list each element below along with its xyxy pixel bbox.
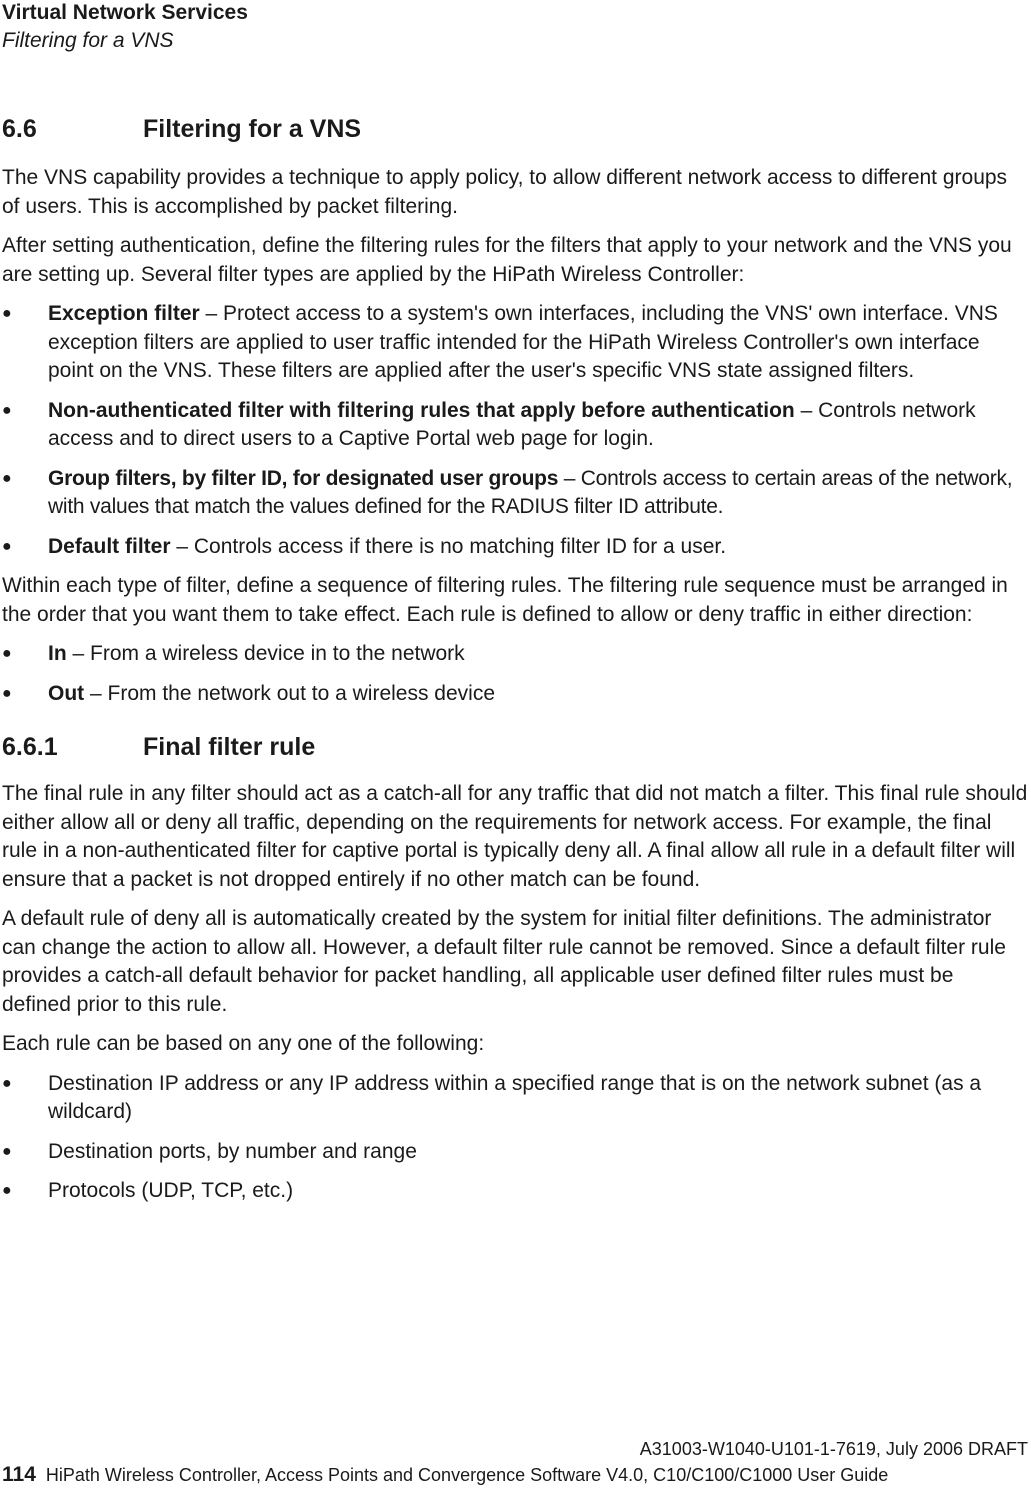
- bullet-icon: ●: [2, 1074, 12, 1092]
- list-text: – Controls network access and to direct users to a Captive Portal web page for login.: [48, 398, 976, 450]
- list-text: Destination IP address or any IP address within a specified range that is on the network subnet (as a wildcard): [48, 1071, 982, 1123]
- subsection-number: 6.6.1: [2, 733, 58, 761]
- list-term: In: [48, 642, 67, 665]
- guide-title: HiPath Wireless Controller, Access Points and Convergence Software V4.0, C10/C100/C1000 User Guide: [45, 1465, 889, 1485]
- bullet-icon: ●: [2, 469, 12, 487]
- section-heading: [2, 112, 1028, 146]
- list-item: [2, 465, 1028, 522]
- list-text: – From the network out to a wireless device: [84, 681, 495, 705]
- list-text: – Protect access to a system's own interfaces, including the VNS' own interface. VNS exception filters are applied to user traffic intended for the HiPath Wireless Controller's own interface point on the VNS. These filters are applied after the user's specific VNS state assigned filters.: [48, 302, 998, 382]
- list-term: Group filters, by filter ID, for designated user groups: [48, 466, 559, 490]
- list-text: – Controls access to certain areas of the network, with values that match the values defined for the RADIUS filter ID attribute.: [48, 466, 1013, 518]
- document-id: A31003-W1040-U101-1-7619, July 2006 DRAFT: [639, 1439, 1028, 1459]
- bullet-icon: ●: [2, 1182, 12, 1199]
- running-head: [2, 0, 248, 56]
- list-text: Protocols (UDP, TCP, etc.): [48, 1179, 294, 1202]
- page-number: 114: [2, 1463, 36, 1486]
- section-number: 6.6: [2, 115, 37, 143]
- running-head-subtitle: Filtering for a VNS: [2, 29, 174, 52]
- list-text: Destination ports, by number and range: [48, 1139, 417, 1163]
- list-term: Default filter: [48, 534, 171, 558]
- paragraph: The final rule in any filter should act as a catch-all for any traffic that did not match a filter. This final rule should either allow all or deny all traffic, depending on the requirements for network access. For example, the final rule in a non-authenticated filter for captive portal is typically deny all. A final allow all rule in a default filter will ensure that a packet is not dropped entirely if no other match can be found.: [2, 782, 1028, 891]
- page-body: [2, 112, 1028, 1217]
- list-term: Out: [48, 681, 85, 705]
- list-item: [2, 300, 1028, 386]
- paragraph: Within each type of filter, define a sequence of filtering rules. The filtering rule sequence must be arranged in the order that you want them to take effect. Each rule is defined to allow or deny traffic in either direction:: [2, 574, 1008, 626]
- subsection-title: Final filter rule: [143, 733, 316, 761]
- running-head-title: Virtual Network Services: [2, 1, 248, 24]
- list-term: Exception filter: [48, 302, 200, 325]
- paragraph: The VNS capability provides a technique to apply policy, to allow different network access to different groups of users. This is accomplished by packet filtering.: [2, 166, 1008, 218]
- bullet-icon: ●: [2, 305, 12, 322]
- list-text: – Controls access if there is no matching filter ID for a user.: [170, 534, 727, 558]
- list-item: [2, 1070, 1028, 1127]
- paragraph: A default rule of deny all is automatically created by the system for initial filter definitions. The administrator can change the action to allow all. However, a default filter rule cannot be removed. Since a default filter rule provides a catch-all default behavior for packet handling, all applicable user defined filter rules must be defined prior to this rule.: [2, 907, 1006, 1016]
- bullet-icon: ●: [2, 1142, 12, 1160]
- list-item: [2, 680, 1028, 709]
- filter-types-list: [2, 300, 1028, 561]
- list-term: Non-authenticated filter with filtering rules that apply before authentication: [48, 398, 795, 422]
- page-footer: [2, 1437, 1028, 1488]
- list-text: – From a wireless device in to the network: [66, 642, 465, 665]
- paragraph: After setting authentication, define the filtering rules for the filters that apply to your network and the VNS you are setting up. Several filter types are applied by the HiPath Wireless Controller:: [2, 234, 1012, 286]
- bullet-icon: ●: [2, 401, 12, 419]
- bullet-icon: ●: [2, 684, 12, 702]
- section-title: Filtering for a VNS: [143, 115, 362, 143]
- direction-list: [2, 640, 1028, 708]
- list-item: [2, 533, 1028, 562]
- footer-line: [2, 1462, 1028, 1488]
- subsection-heading: [2, 730, 1028, 764]
- list-item: [2, 1138, 1028, 1167]
- bullet-icon: ●: [2, 645, 12, 662]
- rule-basis-list: [2, 1070, 1028, 1206]
- list-item: [2, 640, 1028, 669]
- bullet-icon: ●: [2, 537, 12, 555]
- list-item: [2, 397, 1028, 454]
- list-item: [2, 1177, 1028, 1206]
- paragraph: Each rule can be based on any one of the following:: [2, 1032, 485, 1055]
